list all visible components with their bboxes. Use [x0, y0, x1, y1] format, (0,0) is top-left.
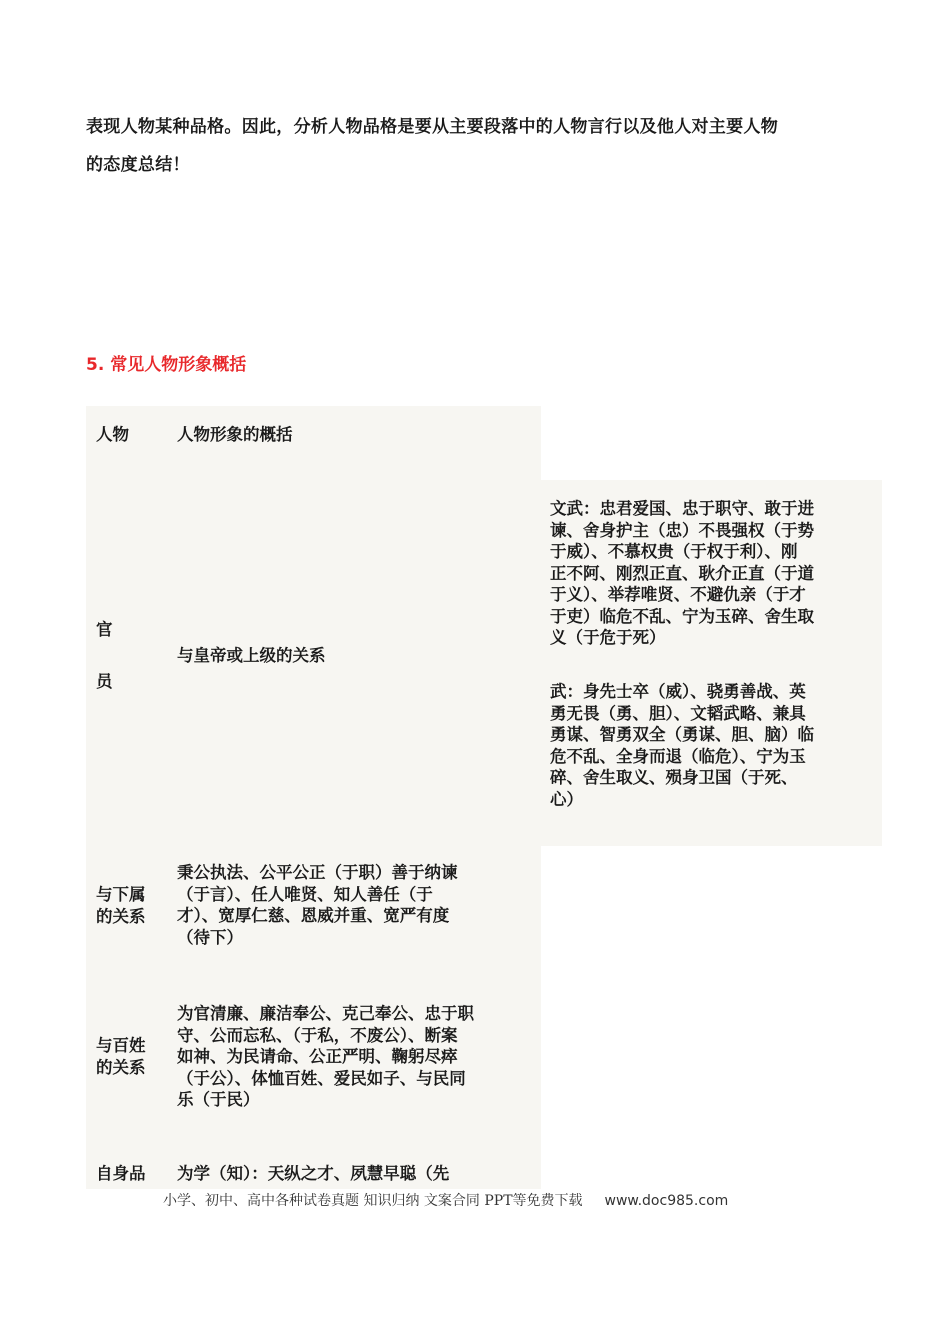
header-person: 人物 — [96, 425, 129, 444]
self-desc: 为学（知）：天纵之才、夙慧早聪（先 — [177, 1164, 450, 1183]
official-label-top: 官 — [96, 620, 113, 639]
footer-url[interactable]: www.doc985.com — [604, 1193, 729, 1209]
people-desc-line: 守、公而忘私、（于私，不废公）、断案 — [177, 1025, 458, 1045]
section-title: 5. 常见人物形象概括 — [86, 355, 247, 375]
military-line: 心） — [550, 789, 583, 809]
official-relation: 与皇帝或上级的关系 — [177, 646, 326, 665]
military-line: 危不乱、全身而退（临危）、宁为玉 — [550, 746, 806, 766]
subordinates-label — [96, 884, 146, 927]
military-line: 勇谋、智勇双全（勇谋、胆、脑）临 — [550, 725, 814, 744]
subordinates-label-line: 与下属 — [96, 885, 146, 904]
people-desc-line: （于公）、体恤百姓、爱民如子、与民同 — [177, 1068, 466, 1088]
subordinates-desc-line: 才）、宽厚仁慈、恩威并重、宽严有度 — [177, 906, 450, 925]
civil-line: 正不阿、刚烈正直、耿介正直（于道 — [550, 563, 814, 583]
civil-line: 于义）、举荐唯贤、不避仇亲（于才 — [550, 585, 806, 604]
military-traits — [550, 681, 814, 810]
military-line: 碎、舍生取义、殒身卫国（于死、 — [550, 768, 798, 787]
intro-line-1: 表现人物某种品格。因此，分析人物品格是要从主要段落中的人物言行以及他人对主要人物 — [86, 117, 778, 137]
civil-line: 谏、舍身护主（忠）不畏强权（于势 — [550, 520, 814, 540]
subordinates-desc-line: 秉公执法、公平公正（于职）善于纳谏 — [177, 863, 458, 882]
header-summary: 人物形象的概括 — [177, 425, 293, 444]
subordinates-label-line: 的关系 — [96, 906, 146, 926]
military-line: 勇无畏（勇、胆）、文韬武略、兼具 — [550, 703, 806, 723]
official-label-bottom: 员 — [96, 672, 113, 691]
subordinates-desc-line: （于言）、任人唯贤、知人善任（于 — [177, 884, 433, 904]
civil-traits — [550, 498, 814, 649]
civil-line: 文武：忠君爱国、忠于职守、敢于进 — [550, 499, 814, 518]
subordinates-desc-line: （待下） — [177, 927, 243, 947]
intro-line-2: 的态度总结！ — [86, 155, 190, 175]
self-label: 自身品 — [96, 1164, 146, 1183]
people-desc-line: 如神、为民请命、公正严明、鞠躬尽瘁 — [177, 1047, 458, 1066]
civil-line: 义（于危于死） — [550, 628, 666, 647]
people-desc-line: 乐（于民） — [177, 1090, 260, 1109]
civil-line: 于吏）临危不乱、宁为玉碎、舍生取 — [550, 606, 814, 626]
people-desc-line: 为官清廉、廉洁奉公、克己奉公、忠于职 — [177, 1004, 474, 1023]
people-label — [96, 1035, 146, 1078]
people-label-line: 与百姓 — [96, 1036, 146, 1055]
civil-line: 于威）、不慕权贵（于权于利）、刚 — [550, 542, 798, 561]
page-footer — [163, 1190, 728, 1210]
military-line: 武：身先士卒（威）、骁勇善战、英 — [550, 682, 806, 701]
people-desc — [177, 1003, 474, 1111]
subordinates-desc — [177, 862, 458, 948]
people-label-line: 的关系 — [96, 1057, 146, 1077]
footer-text: 小学、初中、高中各种试卷真题 知识归纳 文案合同 PPT等免费下载 — [163, 1193, 583, 1209]
